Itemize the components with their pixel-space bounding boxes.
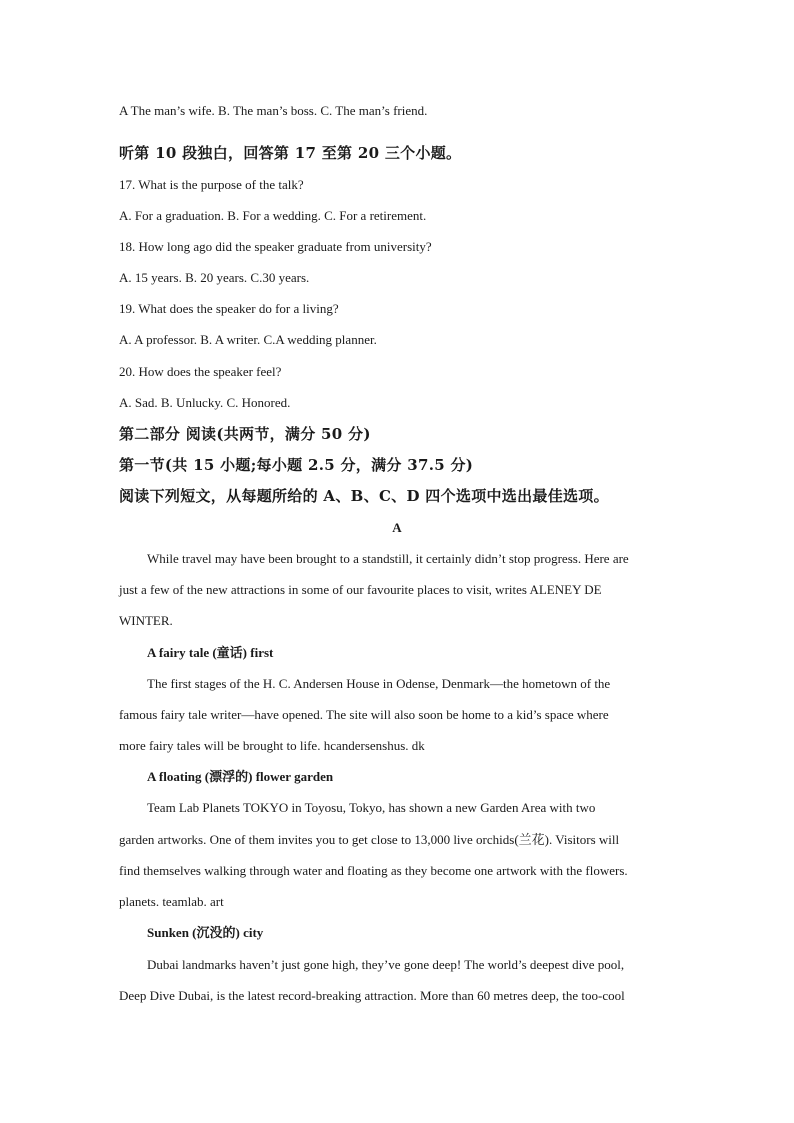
passage-line: find themselves walking through water and floating as they become one artwork with the flowers. [119,863,628,878]
subheading-floating-garden: A floating (漂浮的) flower garden [147,769,334,784]
passage-line: Team Lab Planets TOKYO in Toyosu, Tokyo, has shown a new Garden Area with two [147,800,596,815]
instructions: 阅读下列短文，从每题所给的 A、B、C、D 四个选项中选出最佳选项。 [119,487,609,505]
question-20: 20. How does the speaker feel? [119,364,282,379]
passage-line: Dubai landmarks haven’t just gone high, they’ve gone deep! The world’s deepest dive pool, [147,957,625,972]
question-16-options: A The man’s wife. B. The man’s boss. C. The man’s friend. [119,103,428,118]
passage-line: WINTER. [119,613,173,628]
passage-label: A [392,520,402,535]
passage-line: garden artworks. One of them invites you to get close to 13,000 live orchids(兰花). Visitors will [119,832,620,847]
question-18-options: A. 15 years. B. 20 years. C.30 years. [119,270,310,285]
question-19: 19. What does the speaker do for a living? [119,301,339,316]
section-10-heading: 听第 10 段独白，回答第 17 至第 20 三个小题。 [119,144,462,162]
subheading-sunken-city: Sunken (沉没的) city [147,925,264,940]
part-heading: 第二部分 阅读(共两节，满分 50 分) [119,425,371,443]
section-heading: 第一节(共 15 小题;每小题 2.5 分，满分 37.5 分) [119,456,474,474]
passage-line: more fairy tales will be brought to life. hcandersenshus. dk [119,738,425,753]
subheading-fairy-tale: A fairy tale (童话) first [147,645,274,660]
passage-line: While travel may have been brought to a standstill, it certainly didn’t stop progress. Here are [147,551,629,566]
question-17-options: A. For a graduation. B. For a wedding. C. For a retirement. [119,208,427,223]
passage-line: just a few of the new attractions in some of our favourite places to visit, writes ALENEY DE [119,582,602,597]
question-20-options: A. Sad. B. Unlucky. C. Honored. [119,395,291,410]
passage-line: planets. teamlab. art [119,894,224,909]
question-17: 17. What is the purpose of the talk? [119,177,304,192]
passage-line: famous fairy tale writer—have opened. The site will also soon be home to a kid’s space where [119,707,609,722]
passage-line: Deep Dive Dubai, is the latest record-breaking attraction. More than 60 metres deep, the too-cool [119,988,625,1003]
question-18: 18. How long ago did the speaker graduate from university? [119,239,432,254]
passage-line: The first stages of the H. C. Andersen House in Odense, Denmark—the hometown of the [147,676,611,691]
question-19-options: A. A professor. B. A writer. C.A wedding planner. [119,332,377,347]
